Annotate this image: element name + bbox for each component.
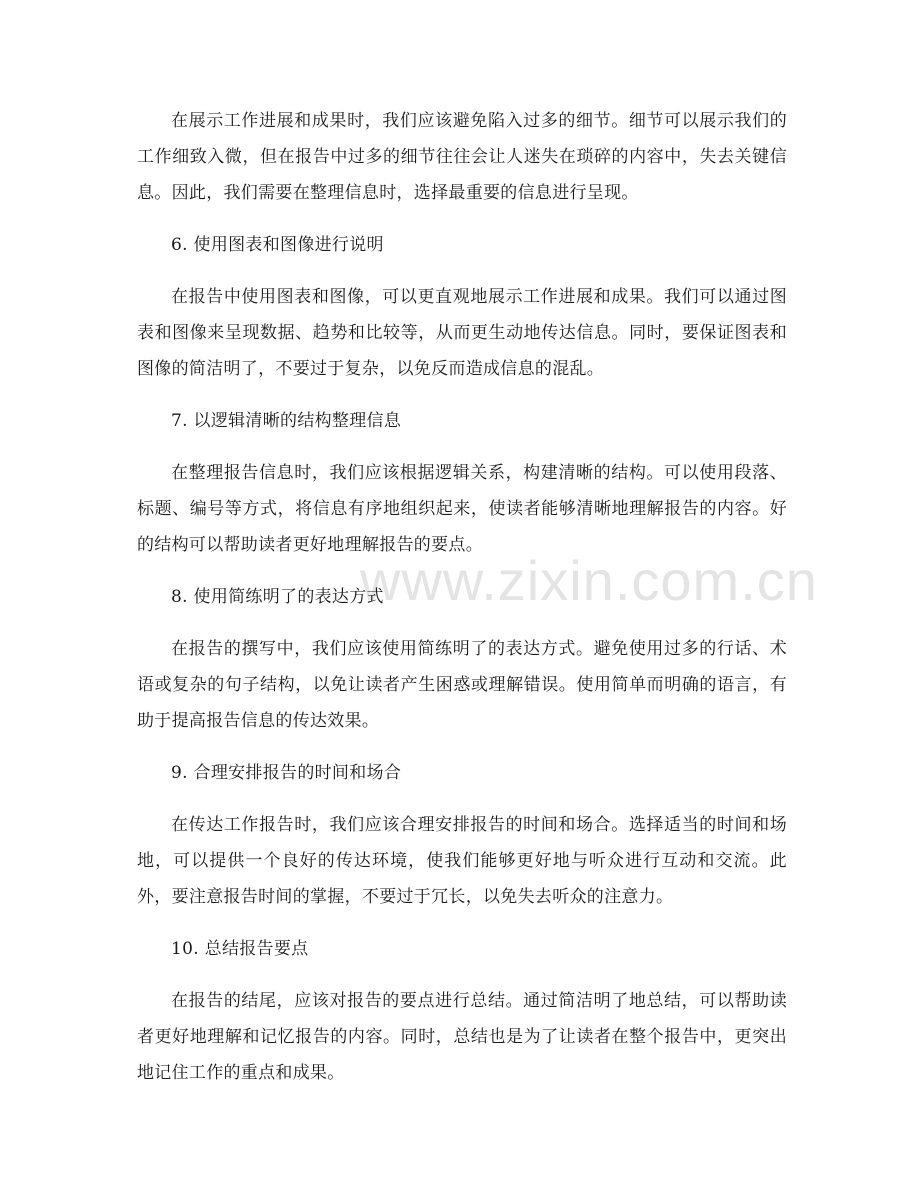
section-body-6: 在报告中使用图表和图像，可以更直观地展示工作进展和成果。我们可以通过图表和图像来呈现数据、趋势和比较等，从而更生动地传达信息。同时，要保证图表和图像的简洁明了，不要过于复杂，以免反而造成信息的混乱。: [137, 287, 787, 379]
section-heading-7: 7. 以逻辑清晰的结构整理信息: [171, 411, 402, 431]
section-body-9: 在传达工作报告时，我们应该合理安排报告的时间和场合。选择适当的时间和场地，可以提供一个良好的传达环境，使我们能够更好地与听众进行互动和交流。此外，要注意报告时间的掌握，不要过于冗长，以免失去听众的注意力。: [137, 815, 787, 907]
section-heading-6: 6. 使用图表和图像进行说明: [171, 235, 384, 255]
watermark: www.zixin.com.cn: [360, 549, 818, 612]
intro-paragraph: 在展示工作进展和成果时，我们应该避免陷入过多的细节。细节可以展示我们的工作细致入微，但在报告中过多的细节往往会让人迷失在琐碎的内容中，失去关键信息。因此，我们需要在整理信息时，选择最重要的信息进行呈现。: [137, 111, 787, 203]
document-body: [137, 103, 787, 1107]
section-body-10: 在报告的结尾，应该对报告的要点进行总结。通过简洁明了地总结，可以帮助读者更好地理解和记忆报告的内容。同时，总结也是为了让读者在整个报告中，更突出地记住工作的重点和成果。: [137, 991, 787, 1083]
section-body-8: 在报告的撰写中，我们应该使用简练明了的表达方式。避免使用过多的行话、术语或复杂的句子结构，以免让读者产生困惑或理解错误。使用简单而明确的语言，有助于提高报告信息的传达效果。: [137, 639, 787, 731]
section-body-7: 在整理报告信息时，我们应该根据逻辑关系，构建清晰的结构。可以使用段落、标题、编号等方式，将信息有序地组织起来，使读者能够清晰地理解报告的内容。好的结构可以帮助读者更好地理解报告的要点。: [137, 463, 787, 555]
section-heading-10: 10. 总结报告要点: [171, 939, 309, 959]
section-heading-8: 8. 使用简练明了的表达方式: [171, 587, 384, 607]
section-heading-9: 9. 合理安排报告的时间和场合: [171, 763, 402, 783]
